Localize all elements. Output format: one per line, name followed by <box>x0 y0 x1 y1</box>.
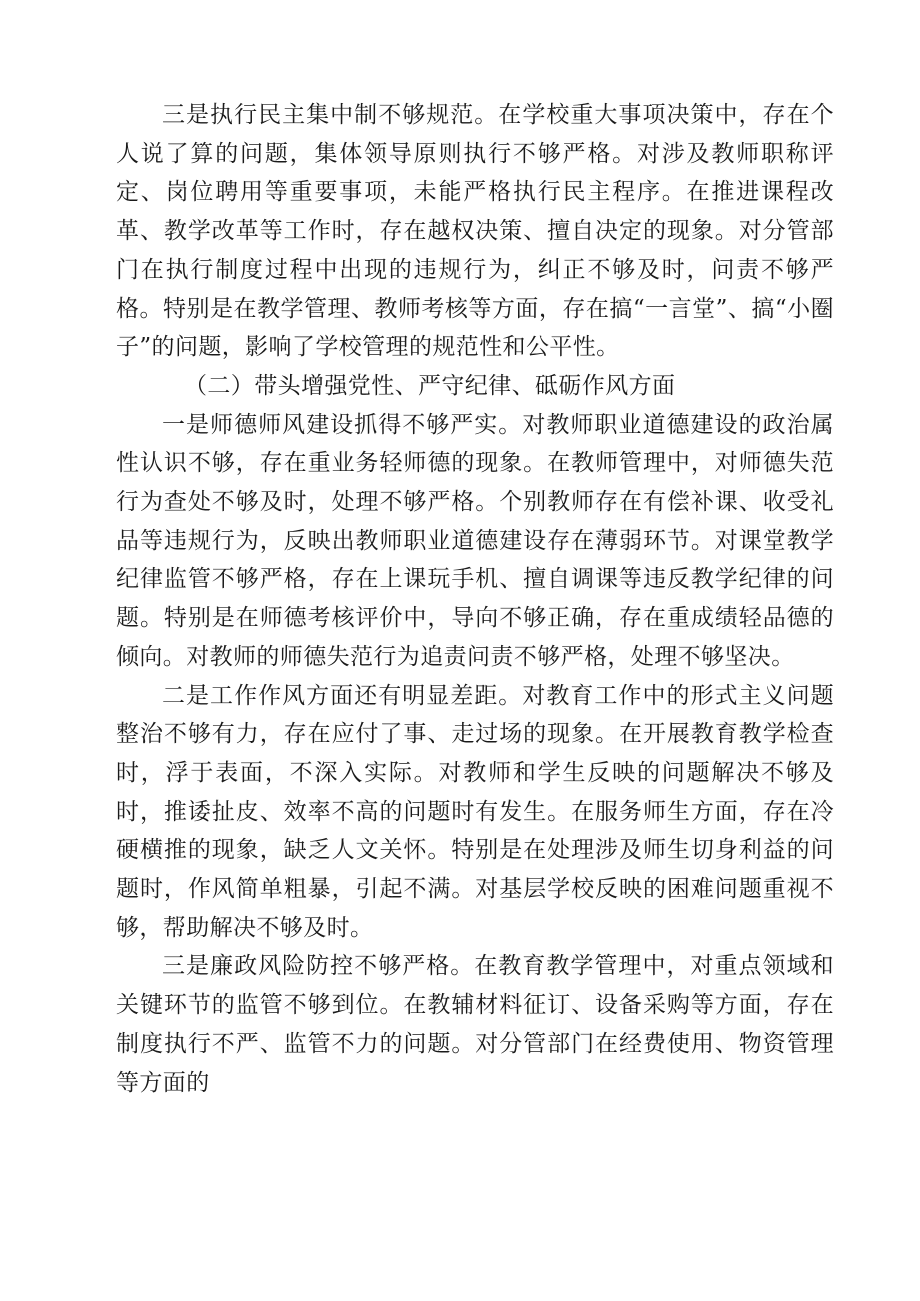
paragraph-democratic-centralism: 三是执行民主集中制不够规范。在学校重大事项决策中，存在个人说了算的问题，集体领导原则执行不够严格。对涉及教师职称评定、岗位聘用等重要事项，未能严格执行民主程序。在推进课程改革、教学改革等工作时，存在越权决策、擅自决定的现象。对分管部门在执行制度过程中出现的违规行为，纠正不够及时，问责不够严格。特别是在教学管理、教师考核等方面，存在搞“一言堂”、搞“小圈子”的问题，影响了学校管理的规范性和公平性。 <box>116 102 834 361</box>
paragraph-work-style: 二是工作作风方面还有明显差距。对教育工作中的形式主义问题整治不够有力，存在应付了事、走过场的现象。在开展教育教学检查时，浮于表面，不深入实际。对教师和学生反映的问题解决不够及时，推诿扯皮、效率不高的问题时有发生。在服务师生方面，存在冷硬横推的现象，缺乏人文关怀。特别是在处理涉及师生切身利益的问题时，作风简单粗暴，引起不满。对基层学校反映的困难问题重视不够，帮助解决不够及时。 <box>116 682 834 941</box>
document-body <box>116 96 834 1102</box>
section-heading-party-discipline: （二）带头增强党性、严守纪律、砥砺作风方面 <box>184 372 676 399</box>
paragraph-teacher-ethics: 一是师德师风建设抓得不够严实。对教师职业道德建设的政治属性认识不够，存在重业务轻师德的现象。在教师管理中，对师德失范行为查处不够及时，处理不够严格。个别教师存在有偿补课、收受礼品等违规行为，反映出教师职业道德建设存在薄弱环节。对课堂教学纪律监管不够严格，存在上课玩手机、擅自调课等违反教学纪律的问题。特别是在师德考核评价中，导向不够正确，存在重成绩轻品德的倾向。对教师的师德失范行为追责问责不够严格，处理不够坚决。 <box>116 411 834 670</box>
paragraph-integrity-risk: 三是廉政风险防控不够严格。在教育教学管理中，对重点领域和关键环节的监管不够到位。在教辅材料征订、设备采购等方面，存在制度执行不严、监管不力的问题。对分管部门在经费使用、物资管理等方面的 <box>116 953 834 1096</box>
